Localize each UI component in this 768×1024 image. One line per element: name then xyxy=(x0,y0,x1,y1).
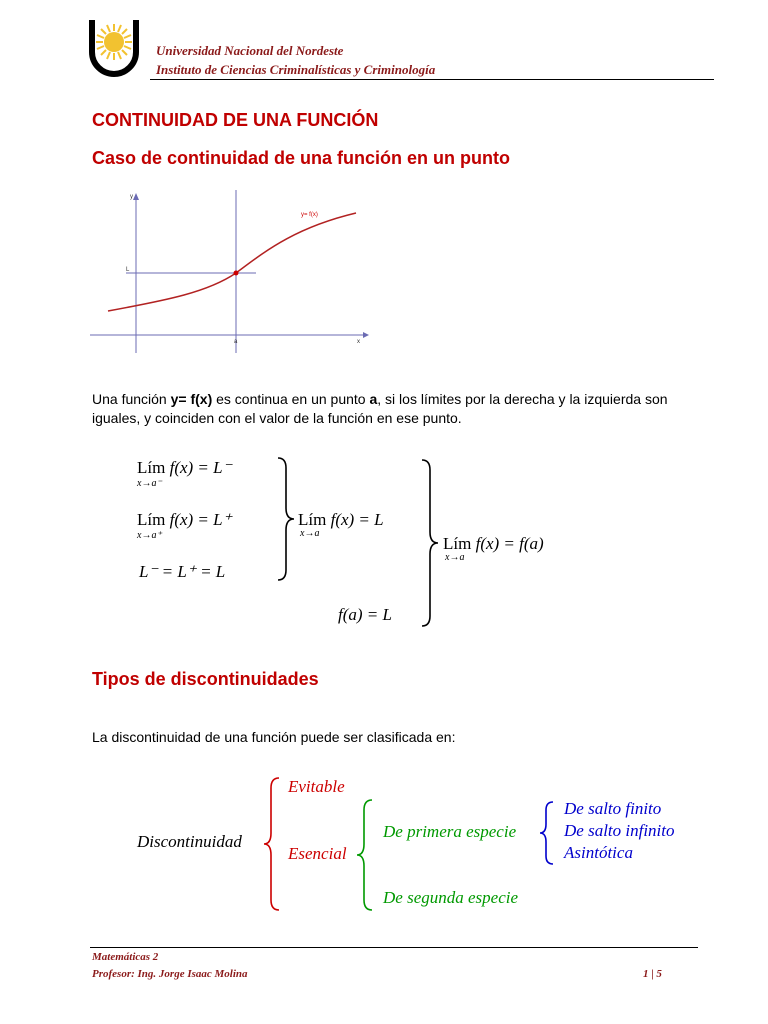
continuity-graph xyxy=(88,188,373,353)
lim-label: Lím xyxy=(137,458,166,477)
page-title: CONTINUIDAD DE UNA FUNCIÓN xyxy=(92,110,379,130)
footer-rule xyxy=(90,947,698,948)
left-limit-rhs: f(x) = L⁻ xyxy=(169,458,232,477)
classification-intro: La discontinuidad de una función puede ser clasificada en: xyxy=(92,729,456,745)
definition-function: y= f(x) xyxy=(170,391,213,407)
y-axis-arrow-icon xyxy=(133,193,139,200)
brace-right-1-icon xyxy=(276,456,296,582)
footer-course: Matemáticas 2 xyxy=(92,951,159,963)
l-label: L xyxy=(126,267,130,273)
university-sun-logo-icon xyxy=(88,18,140,80)
brace-red-icon xyxy=(263,776,281,912)
lim-label: Lím xyxy=(137,510,166,529)
definition-text-3: , si los límites por la derecha y la izquierda son iguales, y coinciden con el valor de la función en ese punto. xyxy=(92,391,668,426)
brace-green-icon xyxy=(356,798,374,912)
class-salto-finito: De salto finito xyxy=(564,799,662,818)
mid-limit-rhs: f(x) = L xyxy=(330,510,384,529)
final-limit-sub: x→a xyxy=(445,552,465,563)
right-limit-rhs: f(x) = L⁺ xyxy=(169,510,232,529)
curve-label: y= f(x) xyxy=(301,212,318,218)
subtitle-types: Tipos de discontinuidades xyxy=(92,669,319,689)
header-university: Universidad Nacional del Nordeste xyxy=(156,43,344,58)
class-esencial: Esencial xyxy=(288,844,347,863)
footer-professor: Profesor: Ing. Jorge Isaac Molina xyxy=(92,968,248,980)
footer-page: 1 | 5 xyxy=(643,968,662,980)
continuity-definition xyxy=(92,390,712,428)
mid-limit-sub: x→a xyxy=(300,528,320,539)
class-primera: De primera especie xyxy=(383,822,517,841)
point-a-l xyxy=(234,271,239,276)
class-salto-infinito: De salto infinito xyxy=(564,821,675,840)
class-root: Discontinuidad xyxy=(137,832,242,851)
definition-point: a xyxy=(369,391,378,407)
brace-right-2-icon xyxy=(420,458,440,628)
class-segunda: De segunda especie xyxy=(383,888,519,907)
final-limit-rhs: f(x) = f(a) xyxy=(475,534,544,553)
header-rule xyxy=(150,79,714,80)
class-asintotica: Asintótica xyxy=(564,843,633,862)
formula-mid-limit xyxy=(298,510,384,530)
formula-right-limit xyxy=(137,510,232,530)
formula-final-limit xyxy=(443,534,544,554)
formula-equal-limits: L⁻ = L⁺ = L xyxy=(139,562,226,581)
definition-text-1: Una función xyxy=(92,391,171,407)
formula-left-limit xyxy=(137,458,232,478)
x-axis-arrow-icon xyxy=(363,332,369,338)
a-label: a xyxy=(234,339,238,345)
class-evitable: Evitable xyxy=(288,777,345,796)
brace-blue-icon xyxy=(539,800,555,866)
y-axis-label: y xyxy=(130,194,133,200)
lim-label: Lím xyxy=(298,510,327,529)
left-limit-sub: x→a⁻ xyxy=(137,478,162,489)
subtitle-continuity: Caso de continuidad de una función en un punto xyxy=(92,148,510,168)
lim-label: Lím xyxy=(443,534,472,553)
function-curve xyxy=(108,213,356,311)
formula-fa: f(a) = L xyxy=(338,605,392,624)
university-logo xyxy=(88,18,140,80)
right-limit-sub: x→a⁺ xyxy=(137,530,162,541)
header-institute: Instituto de Ciencias Criminalísticas y Criminología xyxy=(156,62,436,77)
definition-text-2: es continua en un punto xyxy=(212,391,370,407)
x-axis-label: x xyxy=(357,339,360,345)
